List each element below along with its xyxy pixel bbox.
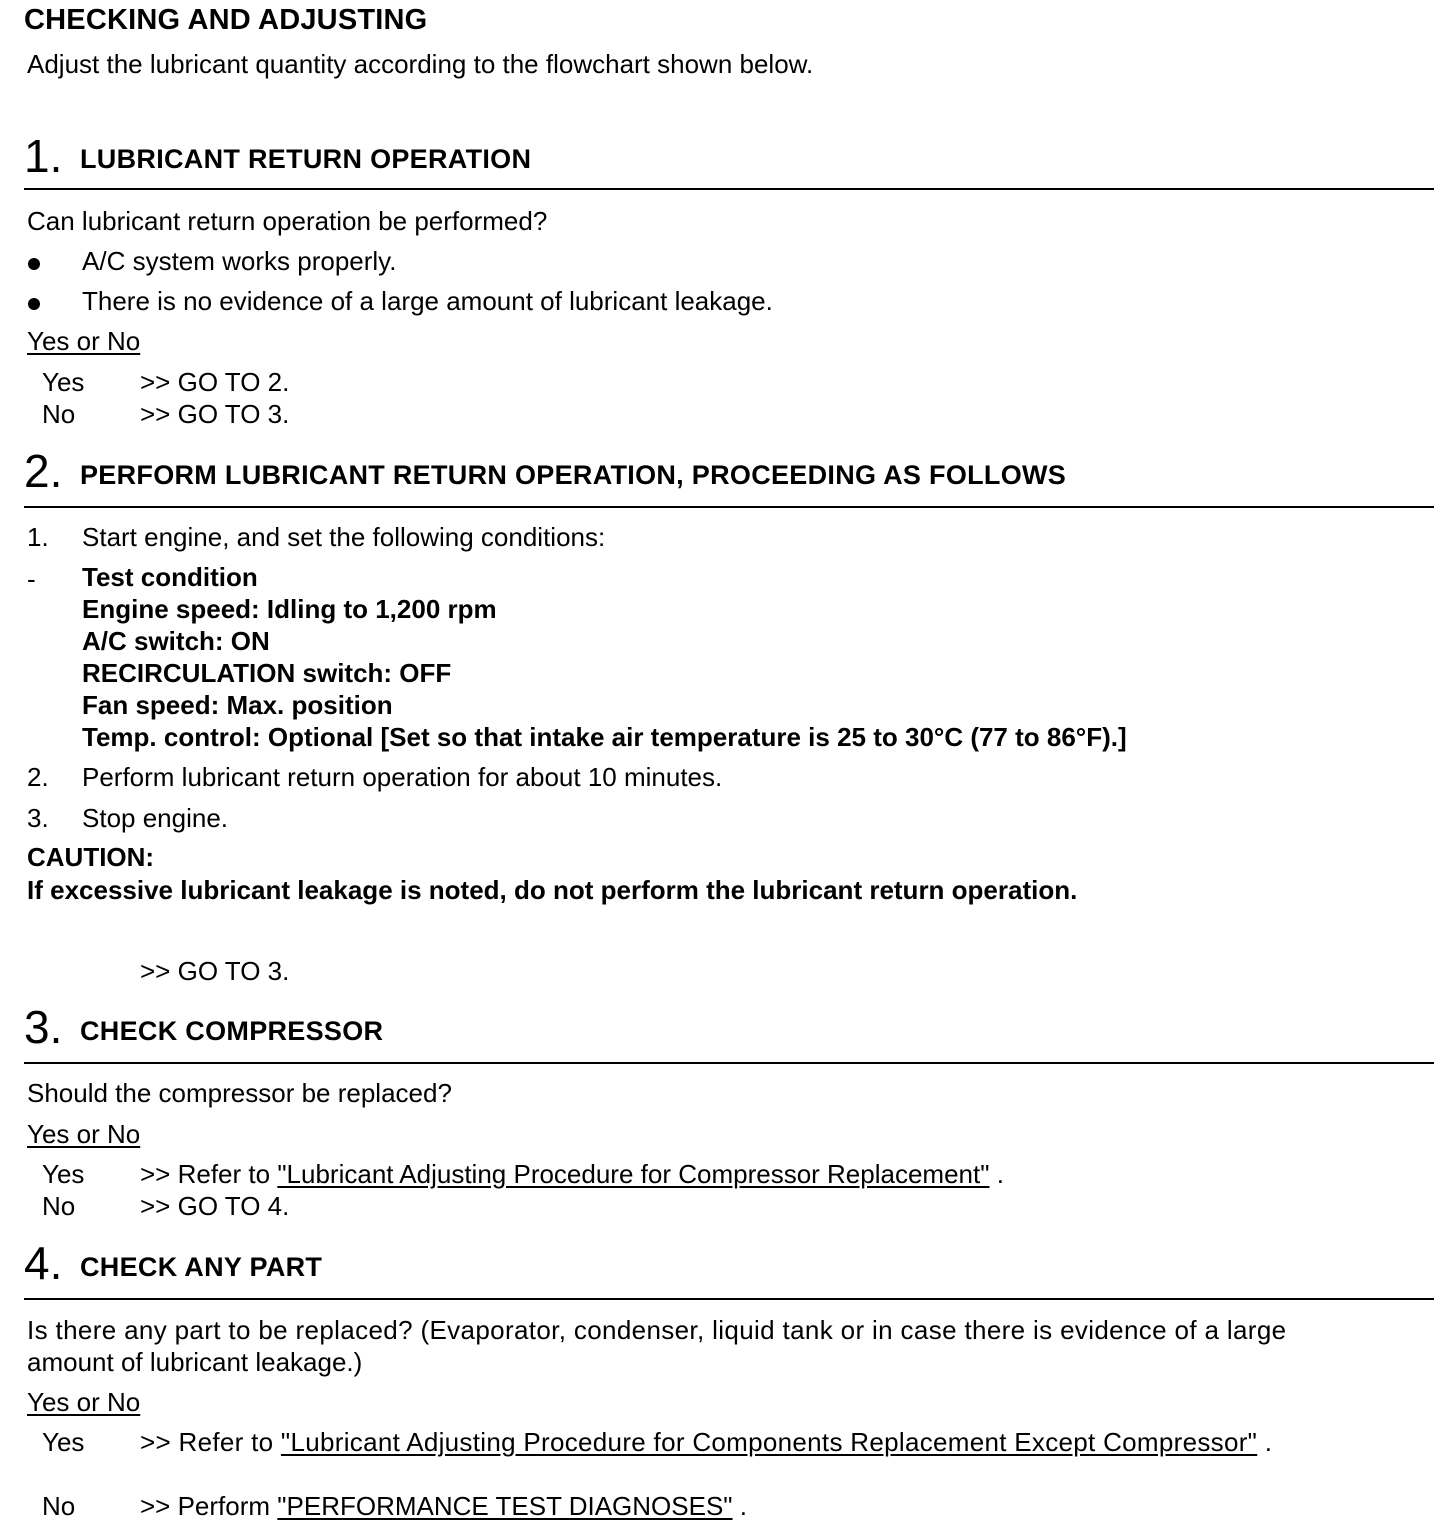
step3-yes-no-label: Yes or No — [27, 1119, 141, 1149]
test-condition-line: Temp. control: Optional [Set so that intake air temperature is 25 to 30°C (77 to 86°F).] — [82, 722, 1127, 752]
intro-text: Adjust the lubricant quantity according to the flowchart shown below. — [27, 49, 814, 79]
step1-bullet-1: A/C system works properly. — [82, 246, 397, 276]
performance-test-diagnoses-link[interactable]: "PERFORMANCE TEST DIAGNOSES" — [277, 1491, 733, 1521]
step4-yes-prefix: >> Refer to — [140, 1427, 274, 1457]
step4-number: 4. — [24, 1237, 63, 1289]
step2-item-2: Perform lubricant return operation for about 10 minutes. — [82, 762, 723, 792]
step2-item-number: 1. — [27, 522, 49, 552]
step4-yes-label: Yes — [42, 1427, 85, 1457]
compressor-replacement-link[interactable]: "Lubricant Adjusting Procedure for Compressor Replacement" — [277, 1159, 990, 1189]
page-title: CHECKING AND ADJUSTING — [24, 4, 428, 36]
step2-item-number: 2. — [27, 762, 49, 792]
step4-question-line2: amount of lubricant leakage.) — [27, 1347, 363, 1377]
step3-title: CHECK COMPRESSOR — [80, 1016, 384, 1046]
step1-number: 1. — [24, 130, 63, 182]
step3-yes-prefix: >> Refer to — [140, 1159, 271, 1189]
step3-yes-action — [140, 1158, 1004, 1190]
step1-no-label: No — [42, 399, 76, 429]
caution-label: CAUTION: — [27, 842, 155, 872]
step3-yes-suffix: . — [996, 1159, 1004, 1189]
step1-no-action[interactable]: >> GO TO 3. — [140, 399, 290, 429]
step2-item-3: Stop engine. — [82, 803, 229, 833]
step2-title: PERFORM LUBRICANT RETURN OPERATION, PROCEEDING AS FOLLOWS — [80, 460, 1067, 490]
step4-no-label: No — [42, 1491, 76, 1521]
step2-number: 2. — [24, 445, 63, 497]
step1-yes-action[interactable]: >> GO TO 2. — [140, 367, 290, 397]
step3-no-action[interactable]: >> GO TO 4. — [140, 1191, 290, 1221]
dash-marker: - — [27, 564, 36, 594]
step2-item-1: Start engine, and set the following conditions: — [82, 522, 606, 552]
step3-no-label: No — [42, 1191, 76, 1221]
step3-question: Should the compressor be replaced? — [27, 1078, 452, 1108]
step4-no-action — [140, 1490, 747, 1522]
step2-item-number: 3. — [27, 803, 49, 833]
step4-yes-no-label: Yes or No — [27, 1387, 141, 1417]
step3-divider — [24, 1062, 1434, 1064]
step1-yes-no-label: Yes or No — [27, 326, 141, 356]
test-condition-line: Engine speed: Idling to 1,200 rpm — [82, 594, 497, 624]
step3-yes-label: Yes — [42, 1159, 85, 1189]
step4-yes-suffix: . — [1264, 1427, 1273, 1457]
test-condition-line: A/C switch: ON — [82, 626, 270, 656]
step4-no-suffix: . — [739, 1491, 748, 1521]
step1-divider — [24, 188, 1434, 190]
step2-divider — [24, 506, 1434, 508]
components-replacement-link[interactable]: "Lubricant Adjusting Procedure for Components Replacement Except Compressor" — [280, 1427, 1258, 1457]
step4-question-line1: Is there any part to be replaced? (Evaporator, condenser, liquid tank or in case there is evidence of a large — [27, 1315, 1287, 1345]
test-condition-line: RECIRCULATION switch: OFF — [82, 658, 452, 688]
step1-title: LUBRICANT RETURN OPERATION — [80, 144, 532, 174]
step4-title: CHECK ANY PART — [80, 1252, 323, 1282]
step4-divider — [24, 1298, 1434, 1300]
step1-bullet-2: There is no evidence of a large amount of lubricant leakage. — [82, 286, 773, 316]
bullet-icon — [28, 258, 40, 270]
step4-no-prefix: >> Perform — [140, 1491, 271, 1521]
step1-yes-label: Yes — [42, 367, 85, 397]
step2-goto[interactable]: >> GO TO 3. — [140, 956, 290, 986]
step4-yes-action — [140, 1426, 1272, 1458]
test-condition-heading: Test condition — [82, 562, 258, 592]
caution-text: If excessive lubricant leakage is noted, do not perform the lubricant return operation. — [27, 875, 1078, 905]
step1-question: Can lubricant return operation be performed? — [27, 206, 548, 236]
bullet-icon — [28, 298, 40, 310]
test-condition-line: Fan speed: Max. position — [82, 690, 393, 720]
step3-number: 3. — [24, 1001, 63, 1053]
